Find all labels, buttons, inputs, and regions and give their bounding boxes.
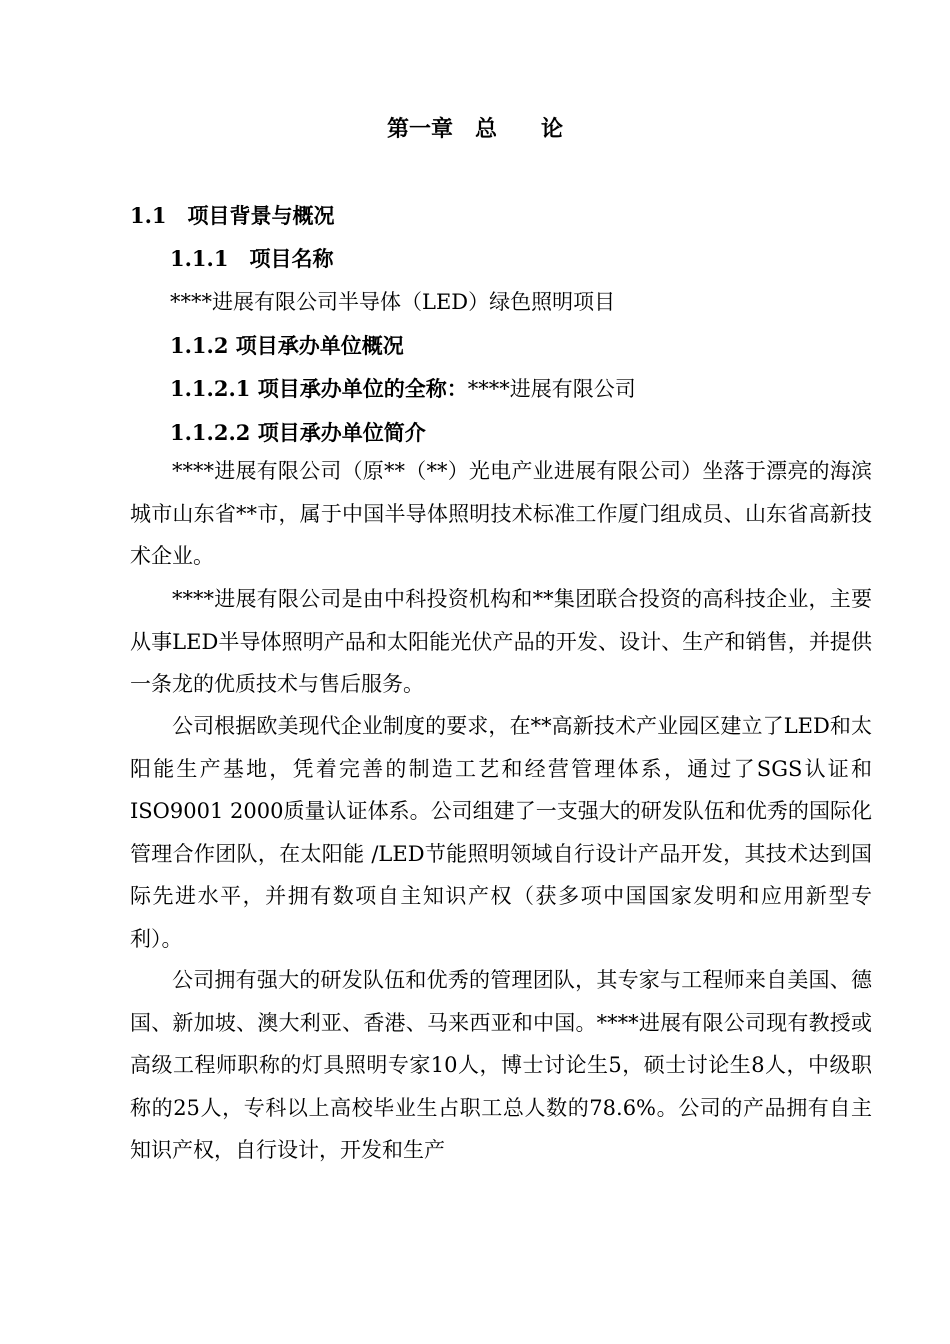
- full-name-value: ****进展有限公司: [467, 377, 636, 401]
- section-heading-1-1-2: 1.1.2 项目承办单位概况: [170, 333, 404, 358]
- chapter-title: 第一章 总 论: [386, 116, 563, 142]
- section-heading-1-1-2-1: [170, 373, 636, 403]
- section-heading-1-1-1: 1.1.1 项目名称: [170, 246, 334, 271]
- paragraph-business: ****进展有限公司是由中科投资机构和**集团联合投资的高科技企业，主要从事LED半导体照明产品和太阳能光伏产品的开发、设计、生产和销售，并提供一条龙的优质技术与售后服务。: [130, 587, 872, 696]
- paragraph-location: ****进展有限公司（原**（**）光电产业进展有限公司）坐落于漂亮的海滨城市山东省**市，属于中国半导体照明技术标准工作厦门组成员、山东省高新技术企业。: [130, 459, 872, 568]
- paragraph-quality: 公司根据欧美现代企业制度的要求，在**高新技术产业园区建立了LED和太阳能生产基地，凭着完善的制造工艺和经营管理体系，通过了SGS认证和ISO9001 2000质量认证体系。公司组建了一支强大的研发队伍和优秀的国际化管理合作团队，在太阳能 /LED节能照明领域自行设计产品开发，其技术达到国际先进水平，并拥有数项自主知识产权（获多项中国国家发明和应用新型专利）。: [130, 714, 872, 951]
- section-heading-1-1: 1.1 项目背景与概况: [130, 203, 335, 228]
- paragraph-team: 公司拥有强大的研发队伍和优秀的管理团队，其专家与工程师来自美国、德国、新加坡、澳大利亚、香港、马来西亚和中国。****进展有限公司现有教授或高级工程师职称的灯具照明专家10人，博士讨论生5，硕士讨论生8人，中级职称的25人，专科以上高校毕业生占职工总人数的78.6%。公司的产品拥有自主知识产权，自行设计，开发和生产: [130, 968, 872, 1162]
- project-name-text: ****进展有限公司半导体（LED）绿色照明项目: [170, 290, 616, 314]
- full-name-label: 1.1.2.1 项目承办单位的全称：: [170, 376, 468, 401]
- section-heading-1-1-2-2: 1.1.2.2 项目承办单位简介: [170, 420, 426, 445]
